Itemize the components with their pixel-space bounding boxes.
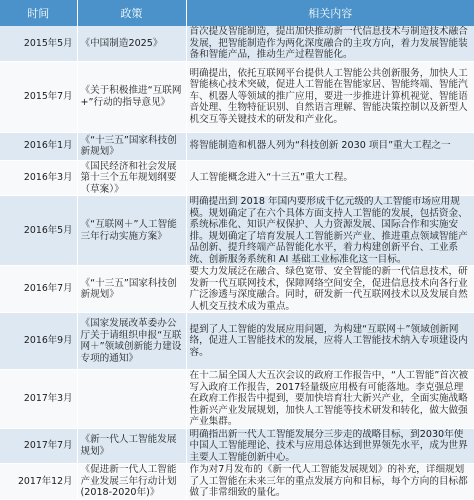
table-row: [0, 196, 474, 266]
time-cell: 2016年7月: [0, 266, 77, 313]
table-row: [0, 266, 474, 313]
time-cell: 2017年12月: [0, 464, 77, 500]
time-cell: 2015年7月: [0, 61, 77, 132]
content-cell: 人工智能概念进入“十三五”重大工程。: [186, 160, 474, 196]
policy-cell: 《促进新一代人工智能产业发展三年行动计划(2018-2020年)》: [77, 464, 186, 500]
table-row: [0, 132, 474, 160]
table-row: [0, 428, 474, 464]
content-cell: 将智能制造和机器人列为“科技创新 2030 项目”重大工程之一: [186, 132, 474, 160]
time-cell: 2015年5月: [0, 26, 77, 61]
time-cell: 2016年1月: [0, 132, 77, 160]
content-cell: 要大力发展泛在融合、绿色宽带、安全智能的新一代信息技术，研发新一代互联网技术，保障网络空间安全，促进信息技术向各行业广泛渗透与深度融合。同时，研发新一代互联网技术以及发展自然人机交互技术成为重点。: [186, 266, 474, 313]
table-row: [0, 61, 474, 132]
table-row: [0, 160, 474, 196]
policy-cell: 《国家发展改革委办公厅关于请组织申报“互联网＋”领域创新能力建设专项的通知》: [77, 313, 186, 370]
content-cell: 明确指出新一代人工智能发展分三步走的战略目标，到2030年使中国人工智能理论、技术与应用总体达到世界领先水平，成为世界主要人工智能创新中心。: [186, 428, 474, 464]
policy-cell: 《“十三五”国家科技创新规划》: [77, 132, 186, 160]
content-cell: 明确提出，依托互联网平台提供人工智能公共创新服务，加快人工智能核心技术突破，促进人工智能在智能家居、智能终端、智能汽车、机器人等领域的推广应用，要进一步推进计算机视觉、智能语音处理、生物特征识别、自然语言理解、智能决策控制以及新型人机交互等关键技术的研发和产业化。: [186, 61, 474, 132]
header-policy: 政策: [77, 0, 186, 26]
header-content: 相关内容: [186, 0, 474, 26]
table-row: [0, 370, 474, 429]
content-cell: 提到了人工智能的发展应用问题，为构建“互联网＋”领域创新网络，促进人工智能技术的发展，应将人工智能技术纳入专项建设内容。: [186, 313, 474, 370]
time-cell: 2016年9月: [0, 313, 77, 370]
table-row: [0, 464, 474, 500]
table-header: [0, 0, 474, 26]
time-cell: 2016年3月: [0, 160, 77, 196]
content-cell: 作为对7月发布的《新一代人工智能发展规划》的补充，详细规划了人工智能在未来三年的重点发展方向和目标，每个方向的目标都做了非常细致的量化。: [186, 464, 474, 500]
policy-cell: 《新一代人工智能发展规划》: [77, 428, 186, 464]
time-cell: 2016年5月: [0, 196, 77, 266]
header-row: [0, 0, 474, 26]
content-cell: 首次提及智能制造，提出加快推动新一代信息技术与制造技术融合发展，把智能制造作为两化深度融合的主攻方向，着力发展智能装备和智能产品，推动生产过程智能化。: [186, 26, 474, 61]
table-body: [0, 26, 474, 499]
time-cell: 2017年3月: [0, 370, 77, 429]
table-row: [0, 26, 474, 61]
policy-cell: 《“十三五”国家科技创新规划》: [77, 266, 186, 313]
header-time: 时间: [0, 0, 77, 26]
table-row: [0, 313, 474, 370]
content-cell: 在十二届全国人大五次会议的政府工作报告中，“人工智能”首次被写入政府工作报告，2017轻量级应用极有可能落地。李克强总理在政府工作报告中提到，要加快培育壮大新兴产业，全面实施战略性新兴产业发展规划，加快人工智能等技术研发和转化，做大做强产业集群。: [186, 370, 474, 429]
time-cell: 2017年7月: [0, 428, 77, 464]
policy-cell: 《“互联网＋”人工智能三年行动实施方案》: [77, 196, 186, 266]
policy-cell: 《关于积极推进“互联网+”行动的指导意见》: [77, 61, 186, 132]
policy-cell: [77, 370, 186, 429]
policy-cell: 《中国制造2025》: [77, 26, 186, 61]
content-cell: 明确提出到 2018 年国内要形成千亿元级的人工智能市场应用规模。规划确定了在六个具体方面支持人工智能的发展，包括资金、系统标准化、知识产权保护、人力资源发展、国际合作和实施安排。规划确定了培育发展人工智能新兴产业、推进重点领域智能产品创新、提升终端产品智能化水平，着力构建创新平台、工业系统、创新服务系统和 AI 基础工业标准化这一目标。: [186, 196, 474, 266]
policy-cell: 《国民经济和社会发展第十三个五年规划纲要（草案）》: [77, 160, 186, 196]
